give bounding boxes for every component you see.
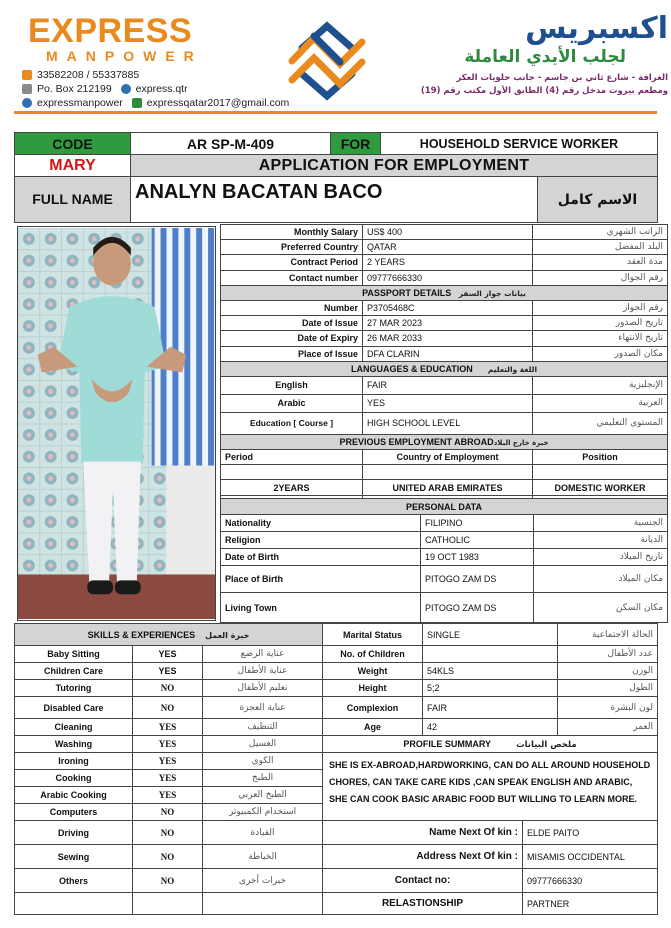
skill-row — [15, 736, 658, 753]
skill-arabic: الطبخ العربي — [203, 787, 323, 804]
place-issue-value: DFA CLARIN — [363, 346, 533, 361]
facebook-text: expressmanpower — [37, 97, 123, 109]
nationality-arabic: الجنسية — [534, 515, 668, 532]
issue-value: 27 MAR 2023 — [363, 316, 533, 331]
address-arabic-1: الغرافة - شارع ثاني بن جاسم - جانب حلويات العكر — [456, 73, 668, 83]
prev-period: 2YEARS — [221, 480, 363, 495]
kin-name-label: Name Next Of kin : — [323, 821, 523, 845]
height-value: 5;2 — [423, 680, 558, 697]
brand-subtitle: MANPOWER — [46, 48, 203, 64]
skill-value: NO — [133, 845, 203, 869]
arabic-value: YES — [363, 394, 533, 412]
country-row — [221, 240, 668, 255]
skill-arabic: تعليم الأطفال — [203, 680, 323, 697]
skill-row — [15, 753, 658, 770]
pob-label: Place of Birth — [221, 566, 421, 593]
passport-section-title: PASSPORT DETAILS — [362, 287, 452, 298]
salary-arabic: الراتب الشهري — [533, 225, 668, 240]
blank-cell — [15, 893, 133, 915]
skill-label: Disabled Care — [15, 697, 133, 719]
prev-header-position: Position — [533, 450, 668, 465]
height-label: Height — [323, 680, 423, 697]
relationship-row — [15, 893, 658, 915]
skills-section-title: SKILLS & EXPERIENCES — [87, 629, 196, 640]
town-arabic: مكان السكن — [534, 593, 668, 623]
religion-arabic: الديانة — [534, 532, 668, 549]
personal-section-header: PERSONAL DATA — [221, 499, 668, 515]
age-arabic: العمر — [558, 719, 658, 736]
skill-arabic: خبرات أخرى — [203, 869, 323, 893]
expiry-value: 26 MAR 2033 — [363, 331, 533, 346]
kin-address-value: MISAMIS OCCIDENTAL — [523, 845, 658, 869]
skill-arabic: الغسيل — [203, 736, 323, 753]
contract-row — [221, 255, 668, 270]
company-logo-english — [28, 14, 228, 64]
passport-number-arabic: رقم الجواز — [533, 300, 668, 315]
skill-row — [15, 869, 658, 893]
skill-label: Baby Sitting — [15, 646, 133, 663]
languages-section-title: LANGUAGES & EDUCATION — [350, 363, 473, 374]
skill-row — [15, 821, 658, 845]
marital-arabic: الحالة الاجتماعية — [558, 624, 658, 646]
contact-value: 09777666330 — [363, 270, 533, 285]
skills-section-arabic: خبرة العمل — [205, 630, 250, 640]
skill-row — [15, 680, 658, 697]
passport-section-row — [221, 285, 668, 300]
skill-value: NO — [133, 697, 203, 719]
languages-section-row — [221, 361, 668, 376]
marital-label: Marital Status — [323, 624, 423, 646]
age-value: 42 — [423, 719, 558, 736]
passport-section-arabic: بيانات جواز السفر — [458, 288, 526, 298]
education-arabic: المستوى التعليمي — [533, 412, 668, 434]
contract-label: Contract Period — [221, 255, 363, 270]
issue-arabic: تاريخ الصدور — [533, 316, 668, 331]
nickname: MARY — [15, 155, 131, 177]
skill-value: YES — [133, 787, 203, 804]
profile-summary-title: PROFILE SUMMARY — [403, 738, 492, 749]
skill-value: NO — [133, 821, 203, 845]
weight-value: 54KLS — [423, 663, 558, 680]
expiry-arabic: تاريخ الانتهاء — [533, 331, 668, 346]
code-label: CODE — [15, 133, 131, 155]
passport-number-row — [221, 300, 668, 315]
contract-arabic: مدة العقد — [533, 255, 668, 270]
pobox-text: Po. Box 212199 — [37, 83, 112, 95]
full-name-label: FULL NAME — [15, 177, 131, 223]
letterhead — [0, 0, 671, 118]
religion-value: CATHOLIC — [421, 532, 534, 549]
personal-data-table — [220, 498, 668, 623]
country-label: Preferred Country — [221, 240, 363, 255]
company-logo-arabic — [418, 12, 668, 98]
profile-summary-arabic: ملخص البيانات — [516, 739, 577, 750]
kin-address-label: Address Next Of kin : — [323, 845, 523, 869]
arabic-label: Arabic — [221, 394, 363, 412]
profile-summary-text: SHE IS EX-ABROAD,HARDWORKING, CAN DO ALL AROUND HOUSEHOLD CHORES, CAN TAKE CARE KIDS ,CAN SPEAK ENGLISH AND ARABIC, SHE CAN COOK BASIC ARABIC FOOD BUT WILLING TO LEARN MORE. — [323, 753, 658, 821]
place-issue-label: Place of Issue — [221, 346, 363, 361]
kin-contact-value: 09777666330 — [523, 869, 658, 893]
full-name-arabic: الاسم كامل — [538, 177, 658, 223]
skill-value: YES — [133, 770, 203, 787]
contract-value: 2 YEARS — [363, 255, 533, 270]
salary-label: Monthly Salary — [221, 225, 363, 240]
kin-relationship-value: PARTNER — [523, 893, 658, 915]
skill-value: YES — [133, 753, 203, 770]
english-arabic: الإنجليزية — [533, 376, 668, 394]
kin-name-value: ELDE PAITO — [523, 821, 658, 845]
form-title: APPLICATION FOR EMPLOYMENT — [131, 155, 658, 177]
skill-value: NO — [133, 804, 203, 821]
expiry-label: Date of Expiry — [221, 331, 363, 346]
prev-section-title: PREVIOUS EMPLOYMENT ABROAD — [339, 436, 494, 447]
issue-row — [221, 316, 668, 331]
prev-country: UNITED ARAB EMIRATES — [363, 480, 533, 495]
dob-value: 19 OCT 1983 — [421, 549, 534, 566]
kin-contact-label: Contact no: — [323, 869, 523, 893]
dob-row — [221, 549, 668, 566]
blank-cell — [133, 893, 203, 915]
nationality-value: FILIPINO — [421, 515, 534, 532]
applicant-details-table — [220, 224, 668, 511]
skill-row — [15, 663, 658, 680]
for-value: HOUSEHOLD SERVICE WORKER — [381, 133, 658, 155]
skill-row — [15, 646, 658, 663]
prev-section-header — [221, 434, 668, 449]
dob-arabic: تاريخ الميلاد — [534, 549, 668, 566]
nationality-label: Nationality — [221, 515, 421, 532]
prev-position: DOMESTIC WORKER — [533, 480, 668, 495]
code-value: AR SP-M-409 — [131, 133, 331, 155]
mailbox-icon — [22, 84, 32, 94]
skill-arabic: الخياطة — [203, 845, 323, 869]
country-arabic: البلد المفضل — [533, 240, 668, 255]
english-label: English — [221, 376, 363, 394]
complexion-label: Complexion — [323, 697, 423, 719]
skill-arabic: الطبخ — [203, 770, 323, 787]
passport-section-header — [221, 285, 668, 300]
skill-label: Washing — [15, 736, 133, 753]
weight-label: Weight — [323, 663, 423, 680]
skill-value: YES — [133, 736, 203, 753]
complexion-value: FAIR — [423, 697, 558, 719]
place-issue-row — [221, 346, 668, 361]
skill-arabic: القيادة — [203, 821, 323, 845]
skills-table — [14, 623, 658, 915]
dob-label: Date of Birth — [221, 549, 421, 566]
skill-label: Children Care — [15, 663, 133, 680]
pob-row — [221, 566, 668, 593]
brand-name-arabic: اكسبريس — [525, 11, 668, 46]
pob-arabic: مكان الميلاد — [534, 566, 668, 593]
town-value: PITOGO ZAM DS — [421, 593, 534, 623]
address-arabic-2: ومطعم بيروت مدخل رقم (4) الطابق الأول مكتب رقم (19) — [420, 86, 668, 96]
skill-label: Sewing — [15, 845, 133, 869]
children-label: No. of Children — [323, 646, 423, 663]
issue-label: Date of Issue — [221, 316, 363, 331]
blank-cell — [203, 893, 323, 915]
prev-header-period: Period — [221, 450, 363, 465]
skill-value: YES — [133, 719, 203, 736]
contact-arabic: رقم الجوال — [533, 270, 668, 285]
religion-label: Religion — [221, 532, 421, 549]
skill-label: Cooking — [15, 770, 133, 787]
skill-value: YES — [133, 646, 203, 663]
education-row — [221, 412, 668, 434]
religion-row — [221, 532, 668, 549]
email-text: expressqatar2017@gmail.com — [146, 97, 290, 109]
arabic-row — [221, 394, 668, 412]
age-label: Age — [323, 719, 423, 736]
prev-blank-row — [221, 465, 668, 480]
place-issue-arabic: مكان الصدور — [533, 346, 668, 361]
contact-row — [221, 270, 668, 285]
application-header-table — [14, 132, 658, 223]
company-emblem-icon — [284, 18, 370, 104]
skill-value: NO — [133, 680, 203, 697]
arabic-arabic: العربية — [533, 394, 668, 412]
facebook-icon — [22, 98, 32, 108]
skill-value: YES — [133, 663, 203, 680]
prev-section-arabic: خبرة خارج البلاد — [493, 438, 549, 447]
passport-number-value: P3705468C — [363, 300, 533, 315]
complexion-arabic: لون البشرة — [558, 697, 658, 719]
education-value: HIGH SCHOOL LEVEL — [363, 412, 533, 434]
languages-section-arabic: اللغة والتعليم — [487, 364, 538, 374]
skill-arabic: استخدام الكمبيوتر — [203, 804, 323, 821]
company-contacts — [22, 68, 289, 110]
marital-value: SINGLE — [423, 624, 558, 646]
english-row — [221, 376, 668, 394]
skill-label: Driving — [15, 821, 133, 845]
phone-icon — [22, 70, 32, 80]
skill-row — [15, 719, 658, 736]
skill-label: Ironing — [15, 753, 133, 770]
town-label: Living Town — [221, 593, 421, 623]
nationality-row — [221, 515, 668, 532]
children-arabic: عدد الأطفال — [558, 646, 658, 663]
full-name-value: ANALYN BACATAN BACO — [131, 177, 538, 223]
contact-label: Contact number — [221, 270, 363, 285]
skill-row — [15, 845, 658, 869]
brand-subtitle-arabic: لجلب الأيدي العاملة — [464, 47, 626, 67]
skill-label: Cleaning — [15, 719, 133, 736]
skill-row — [15, 697, 658, 719]
skill-arabic: التنظيف — [203, 719, 323, 736]
weight-arabic: الوزن — [558, 663, 658, 680]
skill-arabic: عناية الأطفال — [203, 663, 323, 680]
height-arabic: الطول — [558, 680, 658, 697]
expiry-row — [221, 331, 668, 346]
education-label: Education [ Course ] — [221, 412, 363, 434]
town-row — [221, 593, 668, 623]
skills-section-header — [15, 624, 323, 646]
email-icon — [132, 98, 142, 108]
phone-text: 33582208 / 55337885 — [37, 69, 140, 81]
skill-arabic: عناية الرضع — [203, 646, 323, 663]
languages-section-header — [221, 361, 668, 376]
salary-row — [221, 225, 668, 240]
skill-label: Computers — [15, 804, 133, 821]
prev-section-row — [221, 434, 668, 449]
applicant-photo — [17, 226, 216, 621]
for-label: FOR — [331, 133, 381, 155]
skill-arabic: الكوي — [203, 753, 323, 770]
skill-label: Others — [15, 869, 133, 893]
english-value: FAIR — [363, 376, 533, 394]
skill-label: Tutoring — [15, 680, 133, 697]
pob-value: PITOGO ZAM DS — [421, 566, 534, 593]
prev-row — [221, 480, 668, 495]
brand-name: EXPRESS — [28, 12, 193, 50]
kin-relationship-label: RELASTIONSHIP — [323, 893, 523, 915]
prev-header-country: Country of Employment — [363, 450, 533, 465]
header-divider — [14, 111, 657, 114]
instagram-icon — [121, 84, 131, 94]
passport-number-label: Number — [221, 300, 363, 315]
skill-value: NO — [133, 869, 203, 893]
children-value — [423, 646, 558, 663]
instagram-text: express.qtr — [135, 83, 188, 95]
prev-header-row — [221, 450, 668, 465]
country-value: QATAR — [363, 240, 533, 255]
skill-label: Arabic Cooking — [15, 787, 133, 804]
profile-summary-header — [323, 736, 658, 753]
salary-value: US$ 400 — [363, 225, 533, 240]
skill-arabic: عناية العجزة — [203, 697, 323, 719]
